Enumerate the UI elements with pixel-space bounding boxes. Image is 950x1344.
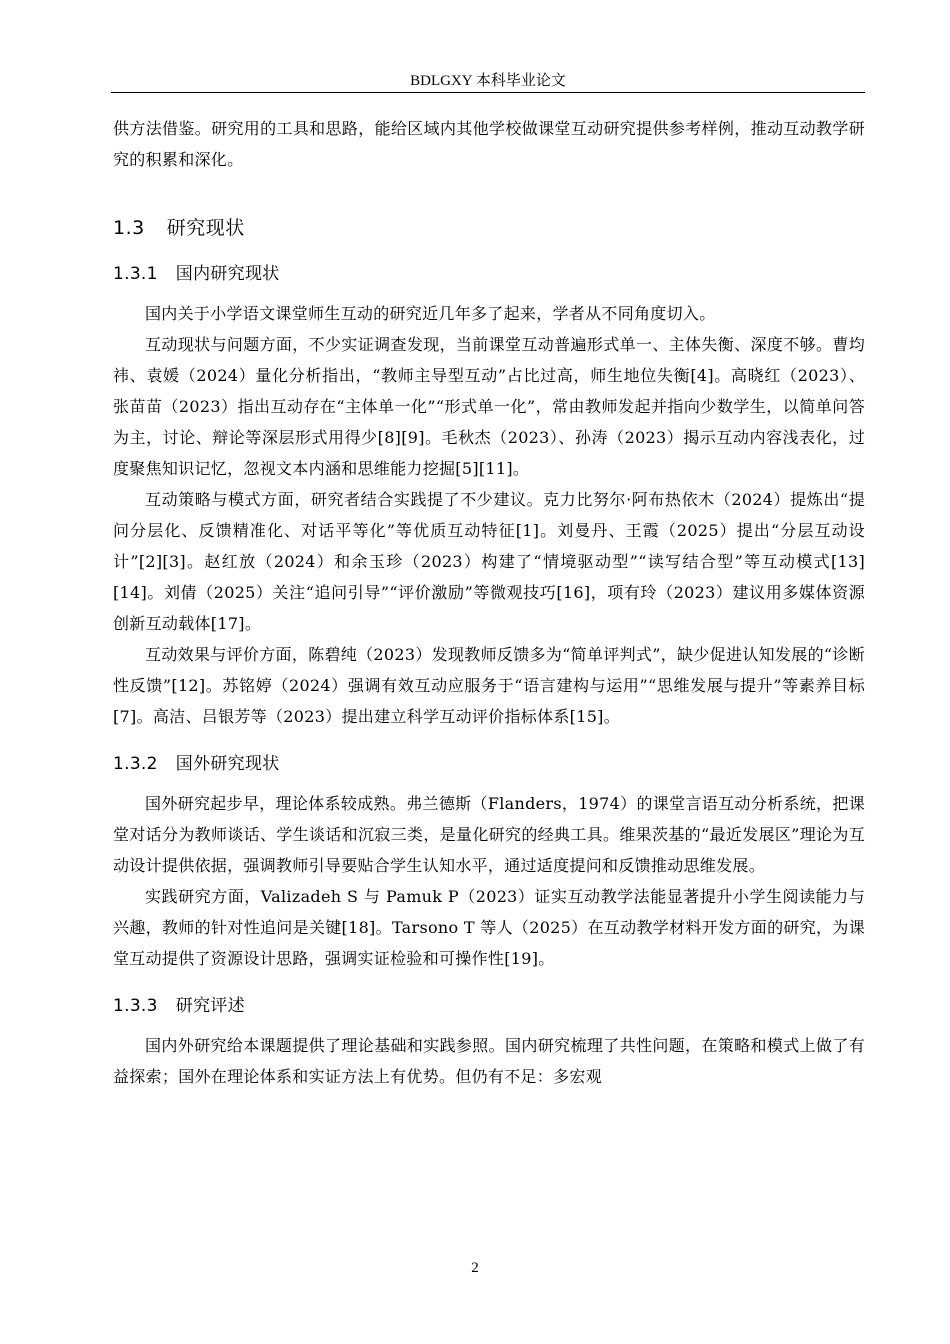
section-title: 研究现状 — [166, 217, 245, 239]
paragraph: 国外研究起步早，理论体系较成熟。弗兰德斯（Flanders，1974）的课堂言语互动分析系统，把课堂对话分为教师谈话、学生谈话和沉寂三类，是量化研究的经典工具。维果茨基的“最近发展区”理论为互动设计提供依据，强调教师引导要贴合学生认知水平，通过适度提问和反馈推动思维发展。 — [113, 794, 865, 875]
section-number: 1.3 — [113, 217, 145, 239]
document-body — [113, 113, 865, 1092]
subsection-number: 1.3.1 — [113, 264, 158, 284]
subsection-heading-1-3-1 — [113, 254, 865, 294]
subsection-title: 国内研究现状 — [175, 264, 280, 284]
intro-paragraph: 供方法借鉴。研究用的工具和思路，能给区域内其他学校做课堂互动研究提供参考样例，推动互动教学研究的积累和深化。 — [113, 119, 865, 169]
subsection-title: 研究评述 — [175, 996, 245, 1016]
subsection-number: 1.3.3 — [113, 996, 158, 1016]
page-header: BDLGXY 本科毕业论文 — [410, 73, 566, 89]
paragraph: 互动策略与模式方面，研究者结合实践提了不少建议。克力比努尔·阿布热依木（2024）提炼出“提问分层化、反馈精准化、对话平等化”等优质互动特征[1]。刘曼丹、王霞（2025）提出“分层互动设计”[2][3]。赵红放（2024）和余玉珍（2023）构建了“情境驱动型”“读写结合型”等互动模式[13][14]。刘倩（2025）关注“追问引导”“评价激励”等微观技巧[16]，项有玲（2023）建议用多媒体资源创新互动载体[17]。 — [113, 490, 865, 633]
page-number: 2 — [471, 1260, 479, 1276]
subsection-heading-1-3-3 — [113, 986, 865, 1026]
subsection-number: 1.3.2 — [113, 754, 158, 774]
paragraph: 国内外研究给本课题提供了理论基础和实践参照。国内研究梳理了共性问题，在策略和模式上做了有益探索；国外在理论体系和实证方法上有优势。但仍有不足：多宏观 — [113, 1036, 865, 1086]
paragraph: 实践研究方面，Valizadeh S 与 Pamuk P（2023）证实互动教学法能显著提升小学生阅读能力与兴趣，教师的针对性追问是关键[18]。Tarsono T 等人（2025）在互动教学材料开发方面的研究，为课堂互动提供了资源设计思路，强调实证检验和可操作性[19]。 — [113, 887, 865, 968]
subsection-heading-1-3-2 — [113, 744, 865, 784]
paragraph: 国内关于小学语文课堂师生互动的研究近几年多了起来，学者从不同角度切入。 — [145, 304, 716, 323]
paragraph: 互动现状与问题方面，不少实证调查发现，当前课堂互动普遍形式单一、主体失衡、深度不够。曹均祎、袁媛（2024）量化分析指出，“教师主导型互动”占比过高，师生地位失衡[4]。高晓红（2023）、张苗苗（2023）指出互动存在“主体单一化”“形式单一化”，常由教师发起并指向少数学生，以简单问答为主，讨论、辩论等深层形式用得少[8][9]。毛秋杰（2023）、孙涛（2023）揭示互动内容浅表化，过度聚焦知识记忆，忽视文本内涵和思维能力挖掘[5][11]。 — [113, 335, 865, 478]
header-divider — [111, 92, 865, 93]
paragraph: 互动效果与评价方面，陈碧纯（2023）发现教师反馈多为“简单评判式”，缺少促进认知发展的“诊断性反馈”[12]。苏铭婷（2024）强调有效互动应服务于“语言建构与运用”“思维发展与提升”等素养目标[7]。高洁、吕银芳等（2023）提出建立科学互动评价指标体系[15]。 — [113, 645, 865, 726]
subsection-title: 国外研究现状 — [175, 754, 280, 774]
section-heading-1-3 — [113, 208, 865, 248]
